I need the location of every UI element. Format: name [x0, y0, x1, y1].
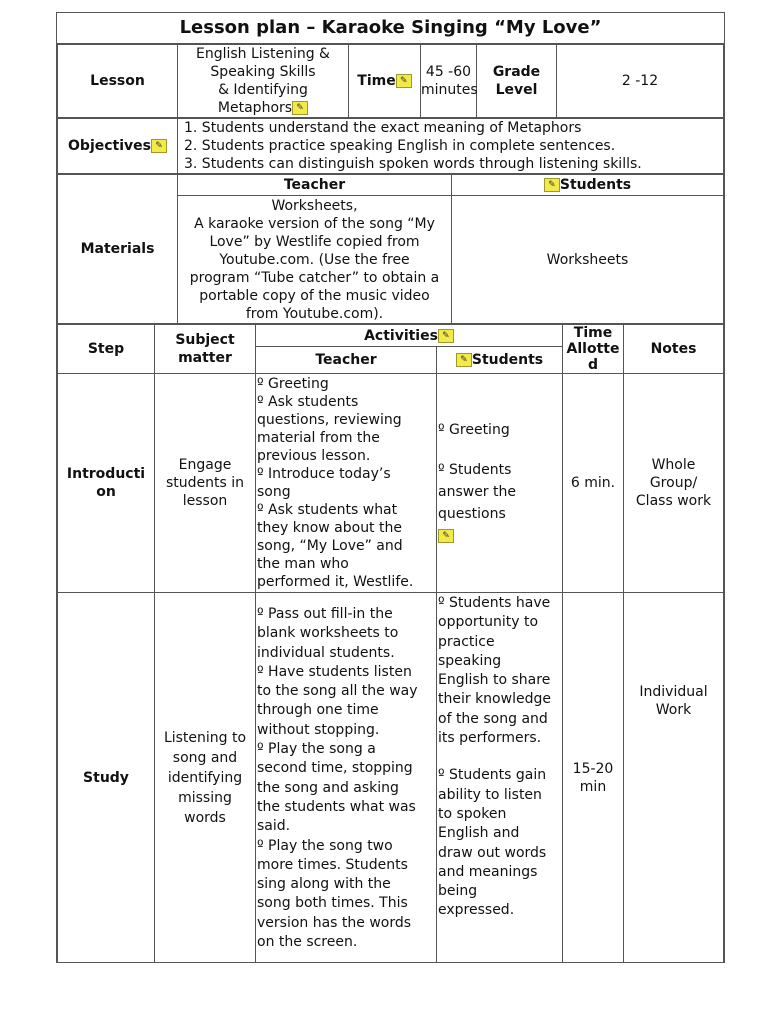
subject-matter-header: Subject matter	[155, 325, 256, 374]
lesson-value: English Listening & Speaking Skills & Identifying Metaphors ✎	[178, 45, 349, 118]
students-activity-cell: º Students have opportunity to practice speaking English to share their knowledge of the song and its performers. º Students gain ability to listen to spoken English and draw out words and meanings being expressed.	[437, 593, 563, 963]
objective-item: 2. Students practice speaking English in complete sentences.	[184, 138, 616, 154]
pencil-note-icon: ✎	[438, 529, 454, 543]
lesson-plan-document	[56, 12, 725, 963]
materials-students-value: Worksheets	[452, 196, 724, 324]
step-header: Step	[58, 325, 155, 374]
pencil-note-icon: ✎	[544, 178, 560, 192]
notes-header: Notes	[624, 325, 724, 374]
activities-teacher-header: Teacher	[256, 347, 437, 374]
materials-label: Materials	[58, 175, 178, 324]
materials-teacher-value: Worksheets, A karaoke version of the song “My Love” by Westlife copied from Youtube.com. (Use the free program “Tube catcher” to obtain a portable copy of the music video from Youtube.com).	[178, 196, 452, 324]
pencil-note-icon: ✎	[438, 329, 454, 343]
materials-teacher-header: Teacher	[178, 175, 452, 196]
table-row	[58, 374, 724, 593]
header-table	[57, 44, 724, 118]
time-allotted-header: Time Allotte d	[563, 325, 624, 374]
table-row	[58, 593, 724, 963]
step-cell: Study	[58, 593, 155, 963]
notes-cell: Individual Work	[624, 593, 724, 963]
subject-cell: Engage students in lesson	[155, 374, 256, 593]
objective-item: 1. Students understand the exact meaning of Metaphors	[184, 120, 582, 136]
grade-level-value: 2 -12	[557, 45, 724, 118]
steps-table	[57, 324, 724, 963]
students-activity-cell: º Greeting º Students answer the questions ✎	[437, 374, 563, 593]
activities-students-header: ✎ Students	[437, 347, 563, 374]
grade-level-label: Grade Level	[477, 45, 557, 118]
objectives-label: Objectives ✎	[58, 119, 178, 174]
page-title: Lesson plan – Karaoke Singing “My Love”	[57, 13, 724, 44]
pencil-note-icon: ✎	[151, 139, 167, 153]
teacher-activity-cell: º Greeting º Ask students questions, reviewing material from the previous lesson. º Introduce today’s song º Ask students what they know about the song, “My Love” and the man who performed it, Westlife.	[256, 374, 437, 593]
objectives-table	[57, 118, 724, 174]
materials-students-header: ✎ Students	[452, 175, 724, 196]
teacher-activity-cell: º Pass out fill-in the blank worksheets to individual students. º Have students listen to the song all the way through one time without stopping. º Play the song a second time, stopping the song and asking the students what was said. º Play the song two more times. Students sing along with the song both times. This version has the words on the screen.	[256, 593, 437, 963]
notes-cell: Whole Group/ Class work	[624, 374, 724, 593]
time-cell: 6 min.	[563, 374, 624, 593]
step-cell: Introducti on	[58, 374, 155, 593]
objectives-list	[178, 119, 724, 174]
pencil-note-icon: ✎	[292, 101, 308, 115]
time-cell: 15-20 min	[563, 593, 624, 963]
lesson-label: Lesson	[58, 45, 178, 118]
subject-cell: Listening to song and identifying missing words	[155, 593, 256, 963]
lesson-plan-frame	[56, 12, 725, 963]
time-label: Time ✎	[349, 45, 421, 118]
pencil-note-icon: ✎	[396, 74, 412, 88]
objective-item: 3. Students can distinguish spoken words through listening skills.	[184, 156, 642, 172]
materials-table	[57, 174, 724, 324]
activities-header: Activities ✎	[256, 325, 563, 347]
time-value: 45 -60 minutes	[421, 45, 477, 118]
pencil-note-icon: ✎	[456, 353, 472, 367]
